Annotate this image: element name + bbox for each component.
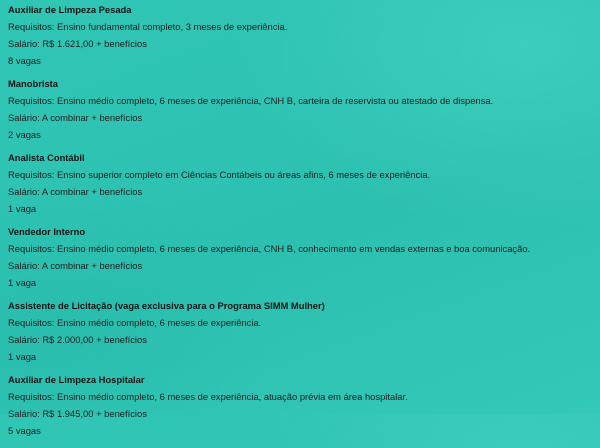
job-salary: Salário: R$ 1.621,00 + benefícios <box>8 38 147 49</box>
job-requirements: Requisitos: Ensino fundamental completo, 3 meses de experiência. <box>8 21 288 32</box>
job-title: Auxiliar de Limpeza Hospitalar <box>8 374 145 385</box>
job-salary: Salário: R$ 2.000,00 + benefícios <box>8 334 147 345</box>
job-requirements: Requisitos: Ensino médio completo, 6 meses de experiência. <box>8 317 262 328</box>
job-posting <box>8 300 592 363</box>
job-posting <box>8 226 592 289</box>
job-posting <box>8 374 592 437</box>
job-title: Manobrista <box>8 78 59 89</box>
job-posting <box>8 4 592 67</box>
job-requirements: Requisitos: Ensino médio completo, 6 meses de experiência, CNH B, carteira de reservista ou atestado de dispensa. <box>8 95 494 106</box>
job-title: Assistente de Licitação (vaga exclusiva para o Programa SIMM Mulher) <box>8 300 325 311</box>
job-requirements: Requisitos: Ensino médio completo, 6 meses de experiência, atuação prévia em área hospitalar. <box>8 391 408 402</box>
job-openings: 5 vagas <box>8 425 41 436</box>
job-title: Auxiliar de Limpeza Pesada <box>8 4 132 15</box>
job-title: Vendedor Interno <box>8 226 86 237</box>
job-openings: 1 vaga <box>8 203 37 214</box>
job-openings: 1 vaga <box>8 351 37 362</box>
job-list <box>8 4 592 448</box>
job-salary: Salário: R$ 1.945,00 + benefícios <box>8 408 147 419</box>
job-salary: Salário: A combinar + benefícios <box>8 186 143 197</box>
job-openings: 8 vagas <box>8 55 41 66</box>
job-openings: 2 vagas <box>8 129 41 140</box>
job-salary: Salário: A combinar + benefícios <box>8 260 143 271</box>
job-requirements: Requisitos: Ensino superior completo em Ciências Contábeis ou áreas afins, 6 meses de experiência. <box>8 169 431 180</box>
job-posting <box>8 152 592 215</box>
job-requirements: Requisitos: Ensino médio completo, 6 meses de experiência, CNH B, conhecimento em vendas externas e boa comunicação. <box>8 243 531 254</box>
job-openings: 1 vaga <box>8 277 37 288</box>
job-posting <box>8 78 592 141</box>
job-salary: Salário: A combinar + benefícios <box>8 112 143 123</box>
job-title: Analista Contábil <box>8 152 85 163</box>
